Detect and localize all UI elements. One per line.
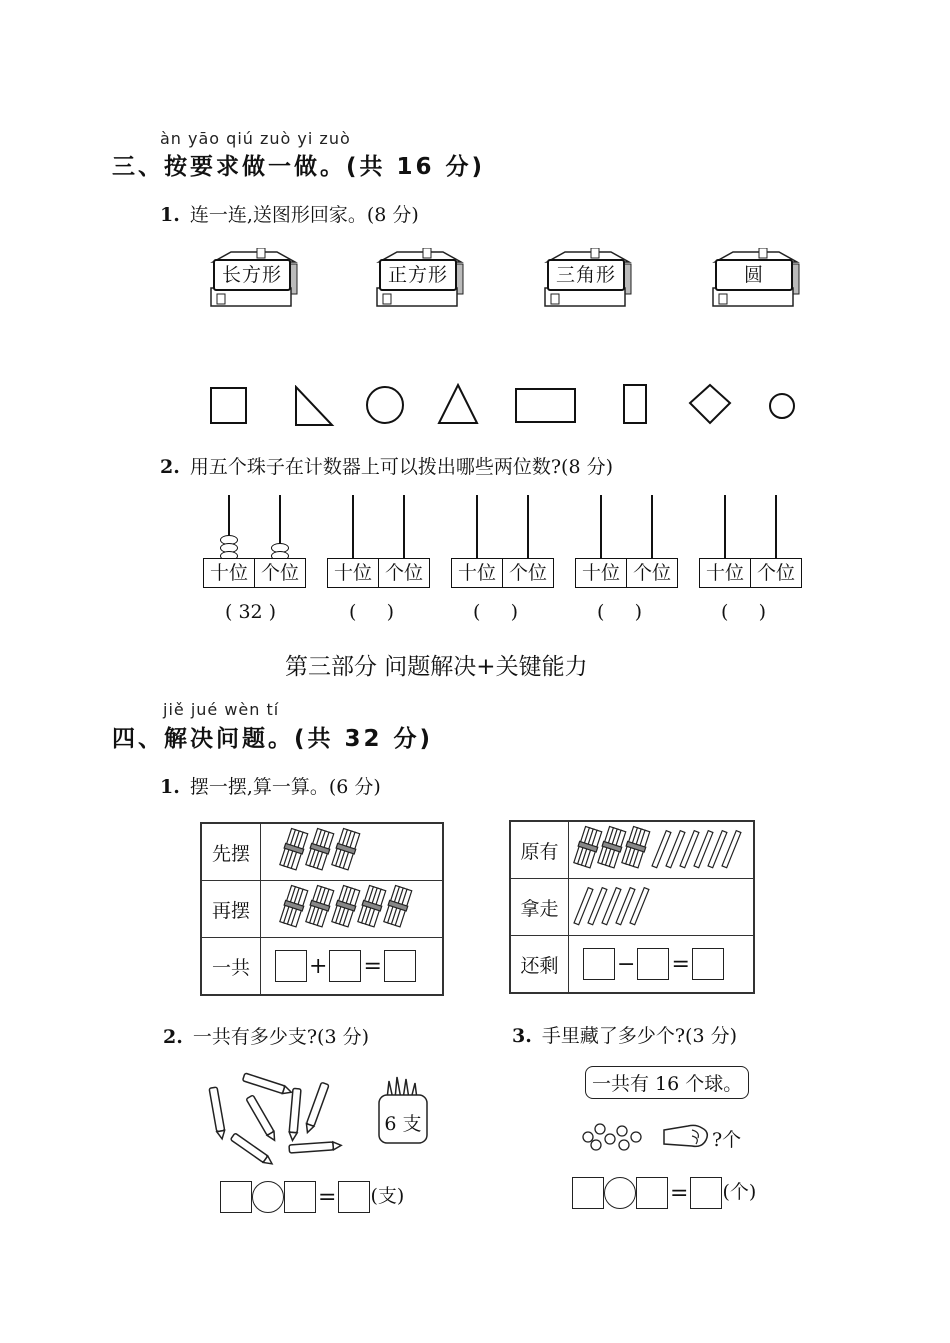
shape-circle-large[interactable] [366, 386, 404, 424]
s4-q3 [512, 1021, 737, 1048]
place-value-box [203, 558, 306, 588]
answer-box[interactable] [284, 1181, 316, 1213]
row-label: 还剩 [510, 936, 569, 994]
ones-rod [527, 495, 529, 559]
answer-paren[interactable]: ( ) [721, 601, 767, 623]
speech-bubble: 一共有 16 个球。 [585, 1066, 749, 1099]
table-row [201, 881, 443, 938]
ones-label: 个位 [378, 559, 429, 587]
shape-rotated-rectangle[interactable] [686, 381, 734, 427]
s3-q1-text: 连一连,送图形回家。(8 分) [189, 204, 419, 226]
row-label: 拿走 [510, 879, 569, 936]
answer-box[interactable] [338, 1181, 370, 1213]
shape-tall-rectangle[interactable] [623, 384, 647, 424]
s4-q3-text: 手里藏了多少个?(3 分) [541, 1025, 737, 1047]
tens-rod [352, 495, 354, 559]
stick-bundle [280, 886, 308, 927]
tens-label: 十位 [333, 562, 372, 584]
stick-bundle [358, 886, 386, 927]
operator-circle[interactable] [252, 1181, 284, 1213]
equals-sign: = [363, 953, 382, 979]
s3-q1 [160, 200, 419, 227]
tens-label: 十位 [209, 562, 248, 584]
equation-cell [261, 938, 444, 996]
ones-rod [651, 495, 653, 559]
hand-icon [662, 1118, 712, 1154]
shape-square[interactable] [210, 387, 247, 424]
tens-rod [476, 495, 478, 559]
section3-title: 三、按要求做一做。(共 16 分) [112, 154, 486, 180]
answer-box[interactable] [692, 948, 724, 980]
place-value-box [699, 558, 802, 588]
shape-rectangle[interactable] [515, 388, 576, 423]
unit-label: (个) [722, 1181, 757, 1203]
bundles-cell [261, 881, 444, 938]
place-value-box [575, 558, 678, 588]
answer-box[interactable] [637, 948, 669, 980]
answer-box[interactable] [384, 950, 416, 982]
shape-triangle[interactable] [436, 383, 480, 425]
house-label: 正方形 [379, 259, 457, 291]
scattered-pencils [205, 1065, 365, 1165]
minus-sign: − [617, 951, 636, 977]
row-label: 原有 [510, 821, 569, 879]
stick-bundle [306, 886, 334, 927]
house-2[interactable] [373, 248, 468, 308]
house-label: 圆 [715, 259, 793, 291]
place-value-box [327, 558, 430, 588]
answer-paren[interactable]: ( 32 ) [225, 601, 277, 623]
answer-box[interactable] [275, 950, 307, 982]
ones-rod [403, 495, 405, 559]
s4-q2-text: 一共有多少支?(3 分) [192, 1026, 369, 1048]
row-label: 再摆 [201, 881, 261, 938]
stick-bundle [384, 886, 412, 927]
right-calc-table [509, 820, 755, 994]
equals-sign: = [670, 1180, 689, 1206]
ones-label: 个位 [502, 559, 553, 587]
bundles-cell [261, 823, 444, 881]
tens-label: 十位 [457, 562, 496, 584]
s4-q1-text: 摆一摆,算一算。(6 分) [189, 776, 381, 798]
answer-paren[interactable]: ( ) [349, 601, 395, 623]
answer-paren[interactable]: ( ) [597, 601, 643, 623]
house-4[interactable] [709, 248, 804, 308]
s4-q2-num: 2. [163, 1026, 183, 1048]
stick-bundle [280, 829, 308, 870]
row-label: 一共 [201, 938, 261, 996]
answer-box[interactable] [329, 950, 361, 982]
shape-circle-small[interactable] [769, 393, 795, 419]
equation-cell [569, 936, 755, 994]
tens-rod [600, 495, 602, 559]
s4-q1-num: 1. [160, 776, 180, 798]
s3-q2 [160, 452, 613, 479]
house-3[interactable] [541, 248, 636, 308]
equals-sign: = [671, 951, 690, 977]
answer-box[interactable] [636, 1177, 668, 1209]
ones-rod [775, 495, 777, 559]
house-label: 三角形 [547, 259, 625, 291]
jar-label: 6 支 [384, 1113, 422, 1135]
s4-q2 [163, 1022, 369, 1049]
tens-label: 十位 [581, 562, 620, 584]
table-row [201, 938, 443, 996]
s4-q3-num: 3. [512, 1025, 532, 1047]
ones-label: 个位 [626, 559, 677, 587]
answer-box[interactable] [220, 1181, 252, 1213]
s4-q1 [160, 772, 381, 799]
stick-bundle [332, 829, 360, 870]
answer-box[interactable] [572, 1177, 604, 1209]
s3-q2-text: 用五个珠子在计数器上可以拨出哪些两位数?(8 分) [189, 456, 613, 478]
stick-bundle [306, 829, 334, 870]
place-value-box [451, 558, 554, 588]
equals-sign: = [318, 1184, 337, 1210]
s4-q3-equation [572, 1177, 756, 1209]
s3-q1-num: 1. [160, 204, 180, 226]
plus-sign: + [309, 953, 328, 979]
operator-circle[interactable] [604, 1177, 636, 1209]
section4-pinyin: jiě jué wèn tí [163, 700, 280, 719]
section4-title: 四、解决问题。(共 32 分) [112, 726, 434, 752]
row-label: 先摆 [201, 823, 261, 881]
table-row [201, 823, 443, 881]
ones-label: 个位 [254, 559, 305, 587]
s3-q2-num: 2. [160, 456, 180, 478]
table-row [510, 879, 754, 936]
answer-box[interactable] [583, 948, 615, 980]
ones-label: 个位 [750, 559, 801, 587]
shape-right-triangle[interactable] [292, 385, 336, 427]
unit-label: (支) [370, 1185, 405, 1207]
sticks-cell [569, 879, 755, 936]
tens-rod [724, 495, 726, 559]
balls-group [580, 1115, 660, 1155]
stick-bundle [332, 886, 360, 927]
house-label: 长方形 [213, 259, 291, 291]
s4-q2-equation [220, 1181, 404, 1213]
answer-paren[interactable]: ( ) [473, 601, 519, 623]
house-1[interactable] [207, 248, 302, 308]
tens-label: 十位 [705, 562, 744, 584]
part3-title: 第三部分 问题解决+关键能力 [285, 654, 588, 680]
table-row [510, 821, 754, 879]
bundles-cell [569, 821, 755, 879]
table-row [510, 936, 754, 994]
left-calc-table [200, 822, 444, 996]
hidden-count-label: ?个 [712, 1129, 742, 1151]
section3-pinyin: àn yāo qiú zuò yi zuò [160, 129, 351, 148]
answer-box[interactable] [690, 1177, 722, 1209]
